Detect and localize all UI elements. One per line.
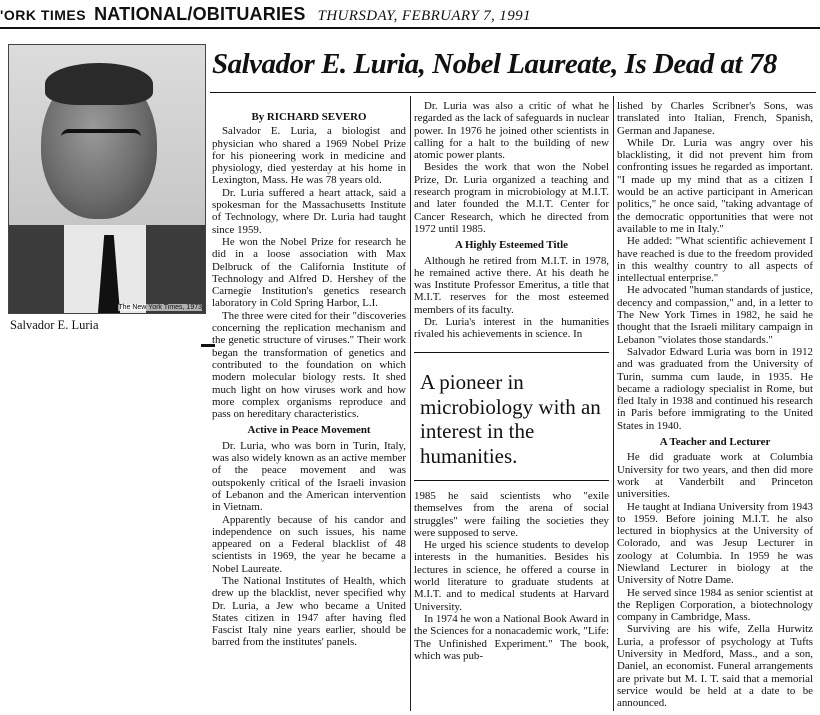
subheading: A Teacher and Lecturer	[659, 436, 771, 449]
pullquote-rule	[414, 352, 609, 353]
article-column-2	[414, 100, 609, 342]
article-column-3	[617, 100, 813, 710]
paragraph: The National Institutes of Health, which drew up the blacklist, never specified why Dr. Luria, a Jew who became a United States citizen in 1947 after having fled Fascist Italy nine years earlier, should be barred from the institutes' panels.	[212, 574, 406, 649]
subheading: Active in Peace Movement	[247, 424, 371, 437]
paragraph: lished by Charles Scribner's Sons, was translated into Italian, French, Spanish, German and Japanese.	[617, 100, 813, 137]
paragraph: Dr. Luria suffered a heart attack, said a spokesman for the Massachusetts Institute of Technology, where Dr. Luria had taught since 1959.	[212, 186, 406, 236]
paragraph: Dr. Luria was also a critic of what he regarded as the lack of safeguards in nuclear power. In 1976 he joined other scientists in calling for a halt to the building of new atomic power plants.	[414, 100, 609, 162]
masthead-paper: 'ORK TIMES	[0, 7, 87, 23]
paragraph: He won the Nobel Prize for research he did in a loose association with Max Delbruck of the California Institute of Technology and Alfred D. Hershey of the Carnegie Institution's genetics research laboratory in Cold Spring Harbor, L.I.	[212, 235, 406, 310]
paragraph: He served since 1984 as senior scientist at the Repligen Corporation, a biotechnology company in Cambridge, Mass.	[617, 586, 813, 624]
paragraph: Salvador Edward Luria was born in 1912 and was graduated from the University of Turin, summa cum laude, in 1935. He became a radiology specialist in Rome, but fled Italy in 1938 and continued his research in Paris before immigrating to the United States in 1940.	[617, 345, 813, 432]
paragraph: He urged his science students to develop interests in the humanities. Besides his lectures in science, he offered a course in world literature to graduate students at M.I.T. and to medical students at Harvard University.	[414, 539, 609, 613]
masthead	[0, 4, 820, 26]
paragraph: The three were cited for their "discoveries concerning the replication mechanism and the genetic structure of viruses." Their work began the transformation of genetics and contributed to the foundation on which modern molecular biology rests. It shed much light on how viruses work and how more complex organisms reproduce and pass on hereditary characteristics.	[212, 309, 406, 421]
paragraph: While Dr. Luria was angry over his blacklisting, it did not prevent him from confronting issues he regarded as important. "I made up my mind that as a citizen I would be an active participant in American politics," he once said, "taking advantage of the democratic opportunities that were not available to me in Italy."	[617, 136, 813, 235]
article-column-2-continued	[414, 490, 609, 708]
paragraph: 1985 he said scientists who "exile themselves from the arena of social struggles" were failing the societies they were supposed to serve.	[414, 490, 609, 539]
article-column-1	[212, 108, 406, 708]
pullquote: A pioneer in microbiology with an interest in the humanities.	[420, 370, 601, 468]
paragraph: He added: "What scientific achievement I have reached is due to the freedom provided in this wealthy country to all aspects of intellectual enterprise."	[617, 235, 813, 285]
pullquote-rule	[414, 480, 609, 481]
paragraph: In 1974 he won a National Book Award in the Sciences for a nonacademic work, "Life: The Unfinished Experiment." The book, which was pub-	[414, 612, 609, 662]
masthead-section: NATIONAL/OBITUARIES	[94, 4, 306, 24]
column-rule	[613, 96, 614, 711]
portrait-hair	[45, 63, 153, 105]
paragraph: He advocated "human standards of justice, decency and compassion," and, in a letter to The New York Times in 1982, he said he thought that the Israeli military campaign in Lebanon "violates those standards."	[617, 284, 813, 346]
subheading: A Highly Esteemed Title	[454, 239, 569, 252]
paragraph: Dr. Luria's interest in the humanities rivaled his achievements in science. In	[414, 316, 609, 341]
paragraph: Salvador E. Luria, a biologist and physician who shared a 1969 Nobel Prize for his pioneering work in medicine and physiology, died yesterday at his home in Lexington, Mass. He was 78 years old.	[212, 125, 406, 187]
paragraph: Although he retired from M.I.T. in 1978, he remained active there. At his death he was Institute Professor Emeritus, a title that M.I.T. reserves for the most esteemed members of its faculty.	[414, 254, 609, 316]
masthead-date: THURSDAY, FEBRUARY 7, 1991	[317, 8, 531, 24]
headline-rule	[210, 92, 816, 93]
photo-caption: Salvador E. Luria	[10, 318, 99, 332]
paragraph: He taught at Indiana University from 1943 to 1959. Before joining M.I.T. he also lectured in biophysics at the University of Colorado, and was Jesup Lecturer in zoology at Columbia. In 1959 he was Niewland Lecturer in biology at the University of Notre Dame.	[617, 500, 813, 587]
paragraph: Surviving are his wife, Zella Hurwitz Luria, a professor of psychology at Tufts University in Medford, Mass., and a son, Daniel, an economist. Funeral arrangements are private but M. I. T. said that a memorial service would be held at a date to be announced.	[617, 623, 813, 710]
paragraph: Dr. Luria, who was born in Turin, Italy, was also widely known as an active member of the peace movement and was outspokenly critical of the Israeli invasion of Lebanon and the American intervention in Vietnam.	[212, 439, 406, 514]
paragraph: Apparently because of his candor and independence on such issues, his name appeared on a Federal blacklist of 48 scientists in 1969, the year he became a Nobel Laureate.	[212, 513, 406, 575]
portrait-glasses	[61, 129, 141, 155]
byline: By RICHARD SEVERO	[251, 111, 367, 123]
photo-credit: The New York Times, 1973	[118, 304, 202, 311]
column-rule	[410, 96, 411, 711]
masthead-rule	[0, 27, 820, 29]
headline: Salvador E. Luria, Nobel Laureate, Is Dead at 78	[212, 48, 777, 80]
portrait-photo	[8, 44, 206, 314]
paragraph: He did graduate work at Columbia University for two years, and then did more work at Vanderbilt and Princeton universities.	[617, 451, 813, 501]
paragraph: Besides the work that won the Nobel Prize, Dr. Luria organized a teaching and research program in microbiology at M.I.T. and later founded the M.I.T. Center for Cancer Research, which he directed from 1972 until 1985.	[414, 161, 609, 235]
